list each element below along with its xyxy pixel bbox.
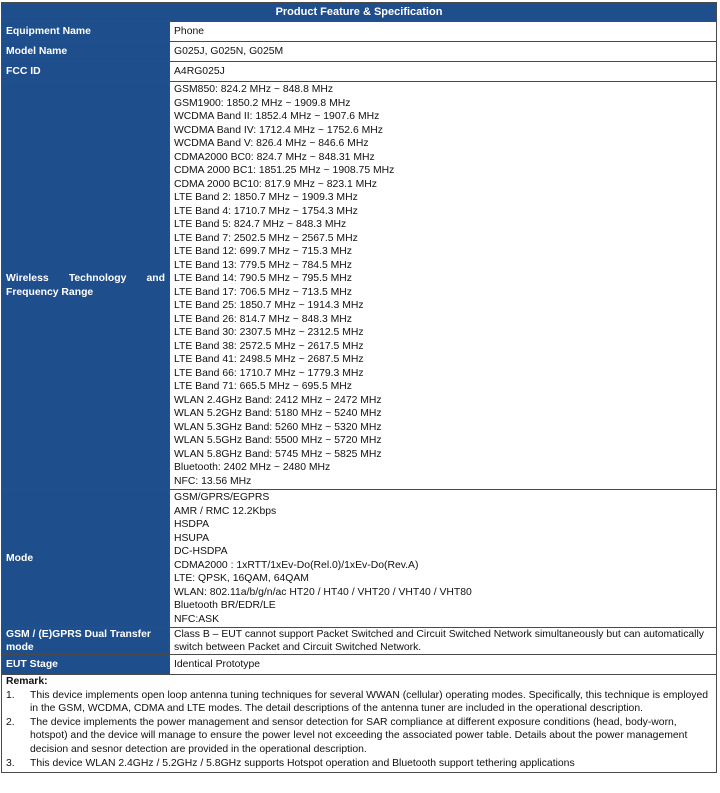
model-name-value: G025J, G025N, G025M — [170, 42, 717, 62]
band-line: WLAN 5.3GHz Band: 5260 MHz ~ 5320 MHz — [174, 421, 382, 433]
band-line: WLAN 5.2GHz Band: 5180 MHz ~ 5240 MHz — [174, 408, 382, 419]
remark-number: 2. — [6, 716, 15, 728]
band-line: LTE Band 26: 814.7 MHz ~ 848.3 MHz — [174, 313, 352, 325]
mode-line: HSUPA — [174, 532, 210, 544]
table-row — [2, 62, 717, 82]
equipment-name-value: Phone — [170, 22, 717, 42]
remark-title: Remark: — [6, 676, 48, 687]
band-line: LTE Band 17: 706.5 MHz ~ 713.5 MHz — [174, 286, 352, 298]
gprs-label: GSM / (E)GPRS Dual Transfer mode — [2, 628, 170, 655]
model-name-label: Model Name — [2, 42, 170, 62]
mode-line: CDMA2000 : 1xRTT/1xEv-Do(Rel.0)/1xEv-Do(Rev.A) — [174, 559, 419, 571]
eut-stage-label: EUT Stage — [2, 655, 170, 675]
band-line: GSM1900: 1850.2 MHz ~ 1909.8 MHz — [174, 97, 351, 109]
mode-label: Mode — [2, 490, 170, 628]
wireless-label: Wireless Technology and Frequency Range — [2, 82, 170, 490]
band-line: CDMA2000 BC0: 824.7 MHz ~ 848.31 MHz — [174, 151, 375, 163]
band-line: LTE Band 4: 1710.7 MHz ~ 1754.3 MHz — [174, 205, 358, 217]
band-line: WCDMA Band IV: 1712.4 MHz ~ 1752.6 MHz — [174, 124, 383, 136]
band-line: WLAN 5.8GHz Band: 5745 MHz ~ 5825 MHz — [174, 448, 382, 460]
mode-line: WLAN: 802.11a/b/g/n/ac HT20 / HT40 / VHT20 / VHT40 / VHT80 — [174, 586, 472, 598]
band-line: Bluetooth: 2402 MHz ~ 2480 MHz — [174, 462, 331, 473]
table-row — [2, 22, 717, 42]
band-line: CDMA 2000 BC10: 817.9 MHz ~ 823.1 MHz — [174, 178, 378, 190]
fcc-id-label: FCC ID — [2, 62, 170, 82]
mode-line: Bluetooth BR/EDR/LE — [174, 600, 276, 611]
band-line: LTE Band 66: 1710.7 MHz ~ 1779.3 MHz — [174, 367, 364, 379]
band-line: WCDMA Band V: 826.4 MHz ~ 846.6 MHz — [174, 138, 369, 149]
band-line: CDMA 2000 BC1: 1851.25 MHz ~ 1908.75 MHz — [174, 165, 395, 176]
band-line: LTE Band 14: 790.5 MHz ~ 795.5 MHz — [174, 273, 352, 284]
band-line: NFC: 13.56 MHz — [174, 475, 252, 487]
band-line: LTE Band 13: 779.5 MHz ~ 784.5 MHz — [174, 259, 352, 271]
band-line: LTE Band 5: 824.7 MHz ~ 848.3 MHz — [174, 219, 347, 230]
spec-table — [1, 2, 717, 675]
table-title: Product Feature & Specification — [2, 3, 717, 22]
equipment-name-label: Equipment Name — [2, 22, 170, 42]
gprs-value: Class B – EUT cannot support Packet Switched and Circuit Switched Network simultaneously but can automatically switch between Packet and Circuit Switched Network. — [170, 628, 717, 655]
band-line: WLAN 5.5GHz Band: 5500 MHz ~ 5720 MHz — [174, 435, 382, 446]
remark-text: This device implements open loop antenna tuning techniques for several WWAN (cellular) operating modes. Specifically, this technique is employed in the GSM, WCDMA, CDMA and LTE modes. The detail descriptions of the antenna tuner are included in the operational description. — [30, 689, 709, 715]
table-row — [2, 82, 717, 490]
table-row — [2, 655, 717, 675]
table-row — [2, 628, 717, 655]
mode-line: GSM/GPRS/EGPRS — [174, 492, 270, 503]
remark-section — [1, 675, 717, 773]
band-line: LTE Band 12: 699.7 MHz ~ 715.3 MHz — [174, 246, 352, 257]
band-line: LTE Band 30: 2307.5 MHz ~ 2312.5 MHz — [174, 327, 364, 338]
remark-number: 1. — [6, 689, 15, 701]
mode-line: HSDPA — [174, 519, 210, 530]
band-line: LTE Band 2: 1850.7 MHz ~ 1909.3 MHz — [174, 192, 358, 203]
band-line: LTE Band 25: 1850.7 MHz ~ 1914.3 MHz — [174, 300, 364, 311]
mode-line: AMR / RMC 12.2Kbps — [174, 505, 277, 517]
mode-list — [170, 490, 717, 628]
remark-number: 3. — [6, 757, 15, 769]
band-line: WLAN 2.4GHz Band: 2412 MHz ~ 2472 MHz — [174, 394, 382, 406]
band-line: WCDMA Band II: 1852.4 MHz ~ 1907.6 MHz — [174, 111, 380, 122]
eut-stage-value: Identical Prototype — [170, 655, 717, 675]
remark-text: This device WLAN 2.4GHz / 5.2GHz / 5.8GHz supports Hotspot operation and Bluetooth support tethering applications — [30, 757, 575, 769]
band-line: GSM850: 824.2 MHz ~ 848.8 MHz — [174, 84, 334, 95]
mode-line: LTE: QPSK, 16QAM, 64QAM — [174, 573, 309, 584]
remark-text: The device implements the power management and sensor detection for SAR compliance at different exposure conditions (head, body-worn, hotspot) and the device will manage to ensure the power level not exceeding the associated power table. Details about the power management decision and sesnor detection are provided in the operational description. — [30, 716, 688, 755]
spec-document — [1, 2, 717, 773]
remark-item — [6, 689, 712, 716]
band-line: LTE Band 7: 2502.5 MHz ~ 2567.5 MHz — [174, 232, 358, 244]
wireless-bands-list — [170, 82, 717, 490]
band-line: LTE Band 38: 2572.5 MHz ~ 2617.5 MHz — [174, 340, 364, 352]
remark-item — [6, 716, 712, 757]
table-row — [2, 490, 717, 628]
remark-item — [6, 757, 712, 771]
band-line: LTE Band 71: 665.5 MHz ~ 695.5 MHz — [174, 381, 352, 392]
mode-line: NFC:ASK — [174, 613, 220, 625]
table-row — [2, 42, 717, 62]
band-line: LTE Band 41: 2498.5 MHz ~ 2687.5 MHz — [174, 354, 364, 365]
mode-line: DC-HSDPA — [174, 546, 228, 557]
fcc-id-value: A4RG025J — [170, 62, 717, 82]
